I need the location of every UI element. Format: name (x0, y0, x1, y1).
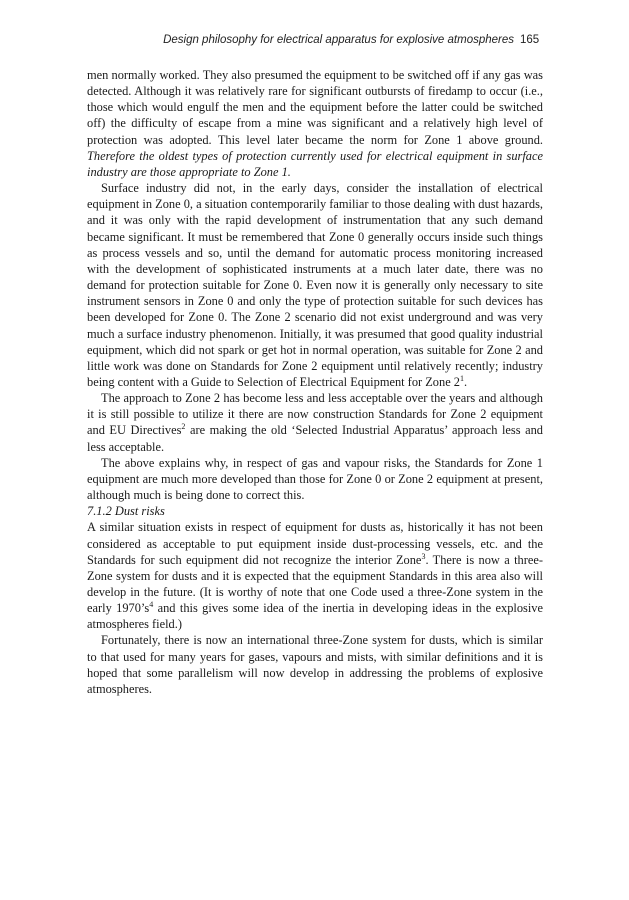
footnote-ref-4: 4 (149, 600, 154, 610)
paragraph-6: Fortunately, there is now an international three-Zone system for dusts, which is similar to that used for many years for gases, vapours and mists, with similar definitions and it is hoped that some parallelism will now develop in addressing the problems of explosive atmospheres. (87, 633, 543, 696)
paragraph-1-text: men normally worked. They also presumed the equipment to be switched off if any gas was detected. Although it was relatively rare for significant outbursts of firedamp to occur (i.e., those which would engulf the men and the equipment before the latter could be switched off) the difficulty of escape from a mine was significant and a relatively high level of protection was adopted. This level later became the norm for Zone 1 above ground. (87, 68, 543, 147)
paragraph-4: The above explains why, in respect of gas and vapour risks, the Standards for Zone 1 equipment are much more developed than those for Zone 0 or Zone 2 equipment at present, although much is being done to correct this. (87, 455, 543, 503)
footnote-ref-2: 2 (181, 422, 186, 432)
footnote-ref-3: 3 (421, 551, 426, 561)
running-head: Design philosophy for electrical apparatus for explosive atmospheres (163, 34, 514, 46)
paragraph-3 (87, 390, 543, 455)
paragraph-1 (87, 67, 543, 180)
paragraph-2 (87, 180, 543, 390)
paragraph-2-text: Surface industry did not, in the early days, consider the installation of electrical equipment in Zone 0, a situation contemporarily familiar to those dealing with dust hazards, and it was only with the rapid development of instrumentation that any such demand became significant. It must be remembered that Zone 0 generally occurs inside such things as process vessels and so, until the demand for automatic process monitoring increased with the development of sophisticated instruments at a much later date, there was no demand for protection suitable for Zone 0. Even now it is generally only necessary to site instrument sensors in Zone 0 and only the type of protection suitable for such devices has been developed for Zone 0. The Zone 2 scenario did not exist underground and was very much a surface industry phenomenon. Initially, it was presumed that good quality industrial equipment, which did not spark or get hot in normal operation, was suitable for Zone 2 and little work was done on Standards for Zone 2 equipment until relatively recently; industry being content with a Guide to Selection of Electrical Equipment for Zone 2 (87, 181, 543, 389)
paragraph-5 (87, 519, 543, 632)
paragraph-2-end: . (463, 374, 468, 389)
section-heading: 7.1.2 Dust risks (87, 504, 165, 519)
paragraph-3-text-b: are making the old ‘Selected Industrial Apparatus’ approach less and less acceptable. (87, 423, 543, 454)
paragraph-5-text-a: A similar situation exists in respect of equipment for dusts as, historically it has not been considered as acceptable to put equipment inside dust-processing vessels, etc. and the Standards for such equipment did not recognize the interior Zone (87, 520, 543, 567)
paragraph-3-text-a: The approach to Zone 2 has become less and less acceptable over the years and although it is still possible to utilize it there are now construction Standards for Zone 2 equipment and EU Directives (87, 391, 543, 438)
page-number: 165 (520, 34, 540, 46)
paragraph-5-text-c: and this gives some idea of the inertia in developing ideas in the explosive atmospheres field.) (87, 601, 543, 632)
body-text (87, 67, 543, 697)
paragraph-1-italic: Therefore the oldest types of protection currently used for electrical equipment in surface industry are those appropriate to Zone 1. (87, 148, 543, 179)
paragraph-5-text-b: . There is now a three-Zone system for dusts and it is expected that the equipment Standards in this area also will develop in the future. (It is worthy of note that one Code used a three-Zone system in the early 1970’s (87, 552, 543, 616)
footnote-ref-1: 1 (459, 373, 464, 383)
